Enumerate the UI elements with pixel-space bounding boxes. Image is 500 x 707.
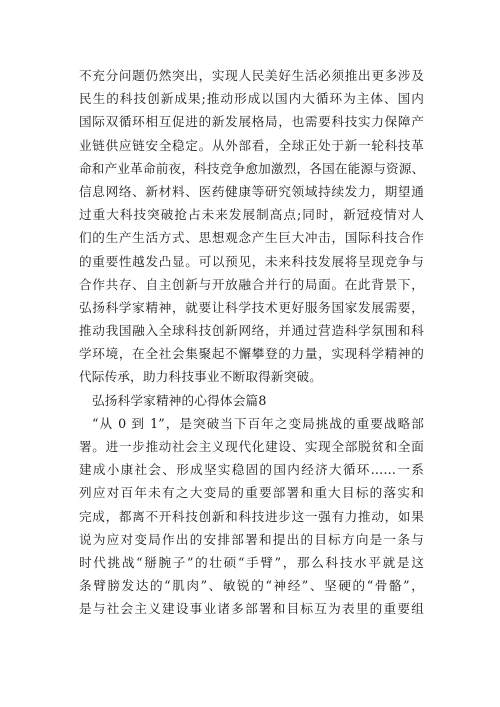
paragraph-line: “从 0 到 1”，是突破当下百年之变局挑战的重要战略部 (92, 415, 424, 431)
paragraph-line: 建成小康社会、形成坚实稳固的国内经济大循环……一系 (79, 462, 424, 478)
paragraph-line: 条臂膀发达的“肌肉”、敏锐的“神经”、坚硬的“骨骼”， (79, 578, 424, 594)
paragraph-line: 信息网络、新材料、医药健康等研究领域持续发力，期望通 (79, 183, 424, 199)
paragraph-line: 完成，都离不开科技创新和科技进步这一强有力推动，如果 (79, 508, 424, 524)
paragraph-line: 的重要性越发凸显。可以预见，未来科技发展将呈现竞争与 (79, 253, 424, 269)
paragraph-line: 是与社会主义建设事业诸多部署和目标互为表里的重要组 (79, 601, 424, 617)
paragraph-1 (79, 64, 424, 621)
paragraph-line: 国际双循环相互促进的新发展格局，也需要科技实力保障产 (79, 114, 424, 130)
paragraph-line: 学环境，在全社会集聚起不懈攀登的力量，实现科学精神的 (79, 346, 424, 362)
paragraph-line: 说为应对变局作出的安排部署和提出的目标方向是一条与 (79, 531, 424, 547)
paragraph-line: 代际传承，助力科技事业不断取得新突破。 (79, 369, 323, 385)
paragraph-line: 不充分问题仍然突出，实现人民美好生活必须推出更多涉及 (79, 68, 424, 83)
section-heading: 弘扬科学家精神的心得体会篇8 (92, 392, 267, 408)
paragraph-line: 业链供应链安全稳定。从外部看，全球正处于新一轮科技革 (79, 137, 424, 153)
paragraph-line: 时代挑战“掰腕子”的壮硕“手臂”，那么科技水平就是这 (79, 554, 424, 570)
paragraph-line: 过重大科技突破抢占未来发展制高点;同时，新冠疫情对人 (79, 207, 424, 223)
paragraph-line: 署。进一步推动社会主义现代化建设、实现全部脱贫和全面 (79, 439, 424, 454)
paragraph-line: 民生的科技创新成果;推动形成以国内大循环为主体、国内 (79, 91, 424, 107)
paragraph-line: 们的生产生活方式、思想观念产生巨大冲击，国际科技合作 (79, 230, 424, 246)
paragraph-line: 弘扬科学家精神，就要让科学技术更好服务国家发展需要， (79, 299, 424, 315)
paragraph-line: 列应对百年未有之大变局的重要部署和重大目标的落实和 (79, 485, 424, 501)
paragraph-line: 命和产业革命前夜，科技竞争愈加激烈，各国在能源与资源、 (79, 160, 424, 176)
paragraph-line: 推动我国融入全球科技创新网络，并通过营造科学氛围和科 (79, 323, 424, 339)
paragraph-line: 合作共存、自主创新与开放融合并行的局面。在此背景下， (79, 276, 424, 292)
